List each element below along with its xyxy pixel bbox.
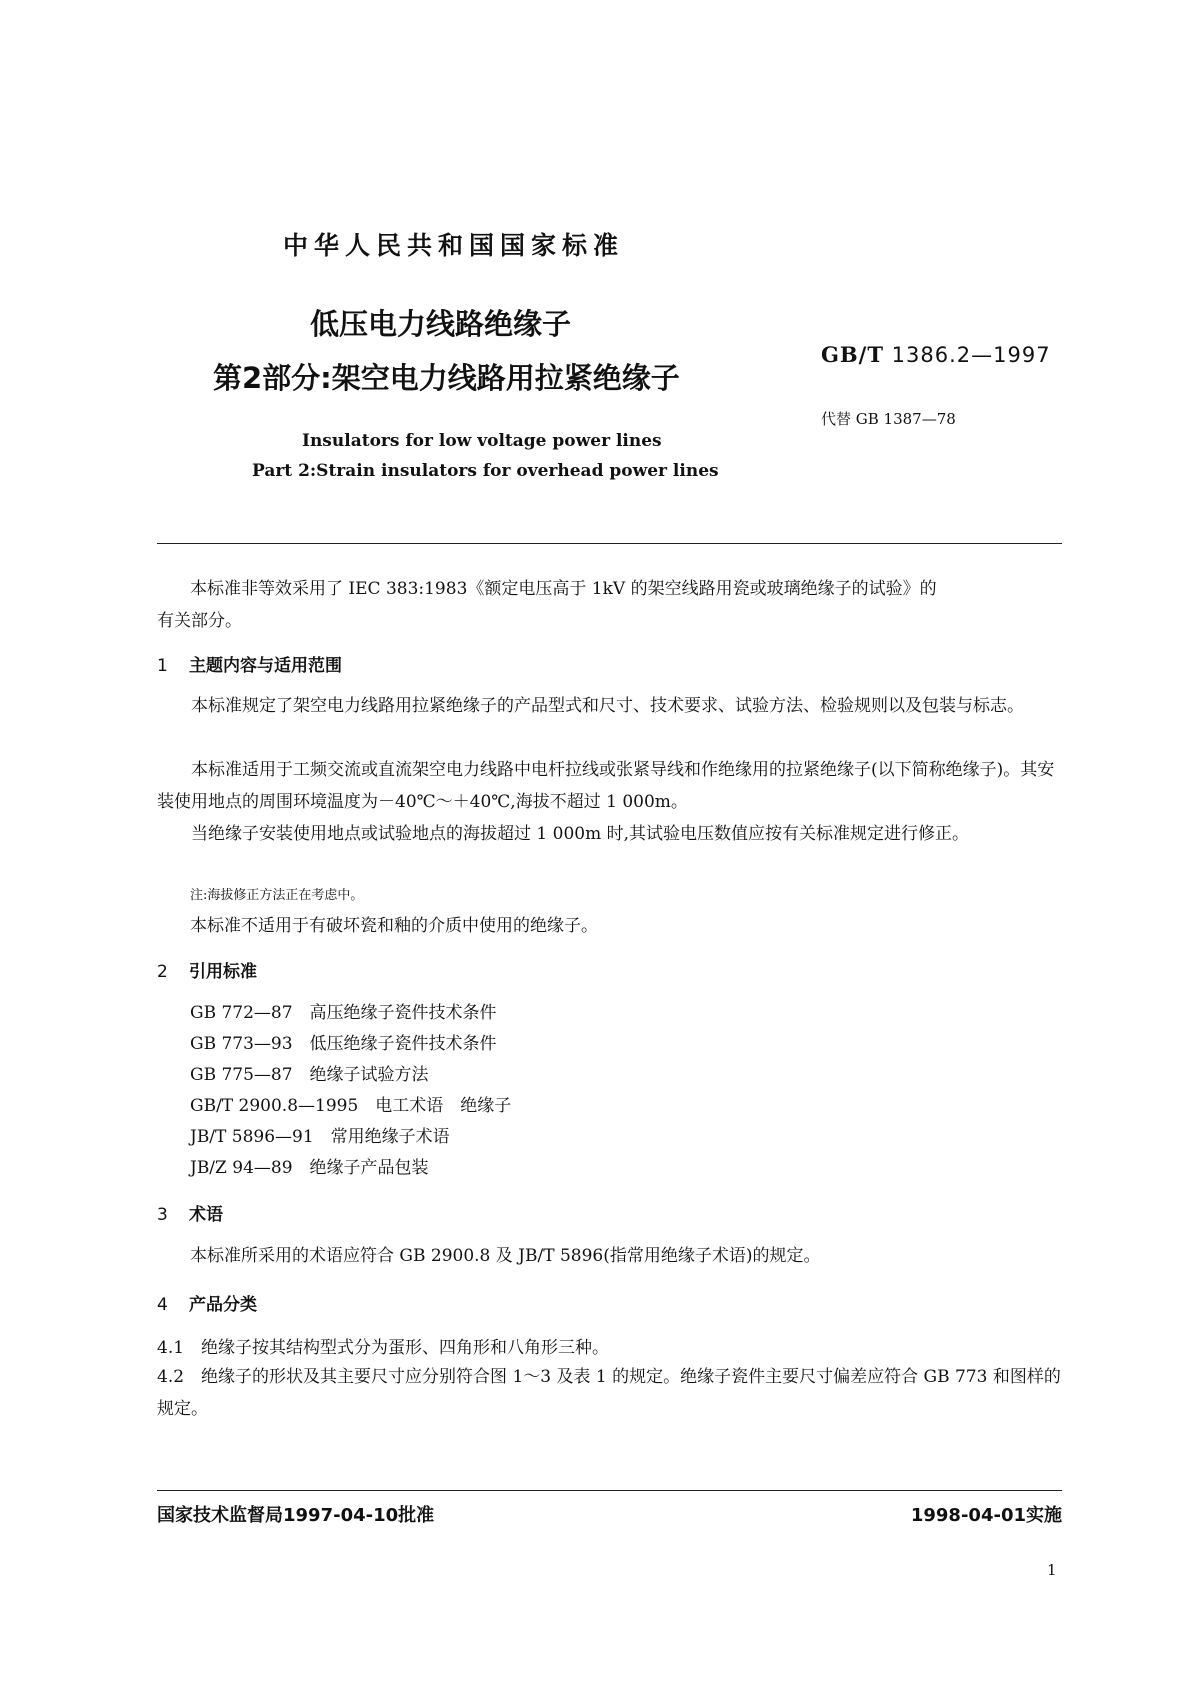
section-3-para: 本标准所采用的术语应符合 GB 2900.8 及 JB/T 5896(指常用绝缘子术语)的规定。: [190, 1246, 821, 1266]
section-3-number: 3: [157, 1205, 168, 1225]
section-3-title: 术语: [189, 1205, 223, 1225]
reference-item: GB 773—93 低压绝缘子瓷件技术条件: [190, 1034, 497, 1054]
intro-line-2: 有关部分。: [157, 611, 242, 631]
section-1-title: 主题内容与适用范围: [189, 656, 342, 676]
page-number: 1: [1047, 1561, 1057, 1579]
title-line-1: 低压电力线路绝缘子: [310, 307, 572, 341]
reference-item: JB/T 5896—91 常用绝缘子术语: [190, 1127, 450, 1147]
section-2-heading: [157, 957, 257, 982]
footer-divider: [157, 1490, 1062, 1491]
reference-item: JB/Z 94—89 绝缘子产品包装: [190, 1158, 429, 1178]
title-line-2: 第2部分:架空电力线路用拉紧绝缘子: [213, 361, 680, 395]
approval-statement: 国家技术监督局1997-04-10批准: [157, 1505, 435, 1526]
reference-item: GB/T 2900.8—1995 电工术语 绝缘子: [190, 1096, 512, 1116]
reference-item: GB 772—87 高压绝缘子瓷件技术条件: [190, 1003, 497, 1023]
section-1-number: 1: [157, 656, 168, 676]
section-1-para-1: 本标准规定了架空电力线路用拉紧绝缘子的产品型式和尺寸、技术要求、试验方法、检验规则以及包装与标志。: [191, 696, 1024, 716]
section-1-para-4: 本标准不适用于有破坏瓷和釉的介质中使用的绝缘子。: [190, 916, 598, 936]
section-4-title: 产品分类: [189, 1295, 257, 1315]
header-divider: [157, 543, 1062, 544]
effective-date: 1998-04-01实施: [910, 1505, 1062, 1526]
english-title-line-1: Insulators for low voltage power lines: [302, 431, 662, 451]
section-2-title: 引用标准: [189, 962, 257, 982]
section-1-note: 注:海拔修正方法正在考虑中。: [190, 888, 364, 903]
replaces-note: 代替 GB 1387—78: [821, 410, 956, 428]
national-standard-heading: 中华人民共和国国家标准: [283, 231, 625, 260]
section-1-heading: [157, 651, 342, 676]
section-4-number: 4: [157, 1295, 168, 1315]
section-2-number: 2: [157, 962, 168, 982]
standard-code-number: 1386.2—1997: [891, 343, 1051, 367]
section-3-heading: [157, 1200, 223, 1225]
section-4-item-2: 4.2 绝缘子的形状及其主要尺寸应分别符合图 1～3 及表 1 的规定。绝缘子瓷件主要尺寸偏差应符合 GB 773 和图样的规定。: [157, 1367, 1061, 1419]
section-1-para-2: 本标准适用于工频交流或直流架空电力线路中电杆拉线或张紧导线和作绝缘用的拉紧绝缘子(以下简称绝缘子)。其安装使用地点的周围环境温度为－40℃～＋40℃,海拔不超过 1 000m。: [157, 760, 1055, 812]
section-4-item-1: 4.1 绝缘子按其结构型式分为蛋形、四角形和八角形三种。: [157, 1338, 610, 1358]
standard-code: [821, 342, 1051, 367]
section-1-para-3: 当绝缘子安装使用地点或试验地点的海拔超过 1 000m 时,其试验电压数值应按有关标准规定进行修正。: [191, 824, 969, 844]
standard-code-prefix: GB/T: [821, 342, 884, 367]
reference-item: GB 775—87 绝缘子试验方法: [190, 1065, 429, 1085]
intro-line-1: 本标准非等效采用了 IEC 383:1983《额定电压高于 1kV 的架空线路用瓷或玻璃绝缘子的试验》的: [190, 579, 937, 599]
section-4-heading: [157, 1290, 257, 1315]
english-title-line-2: Part 2:Strain insulators for overhead power lines: [252, 461, 719, 481]
